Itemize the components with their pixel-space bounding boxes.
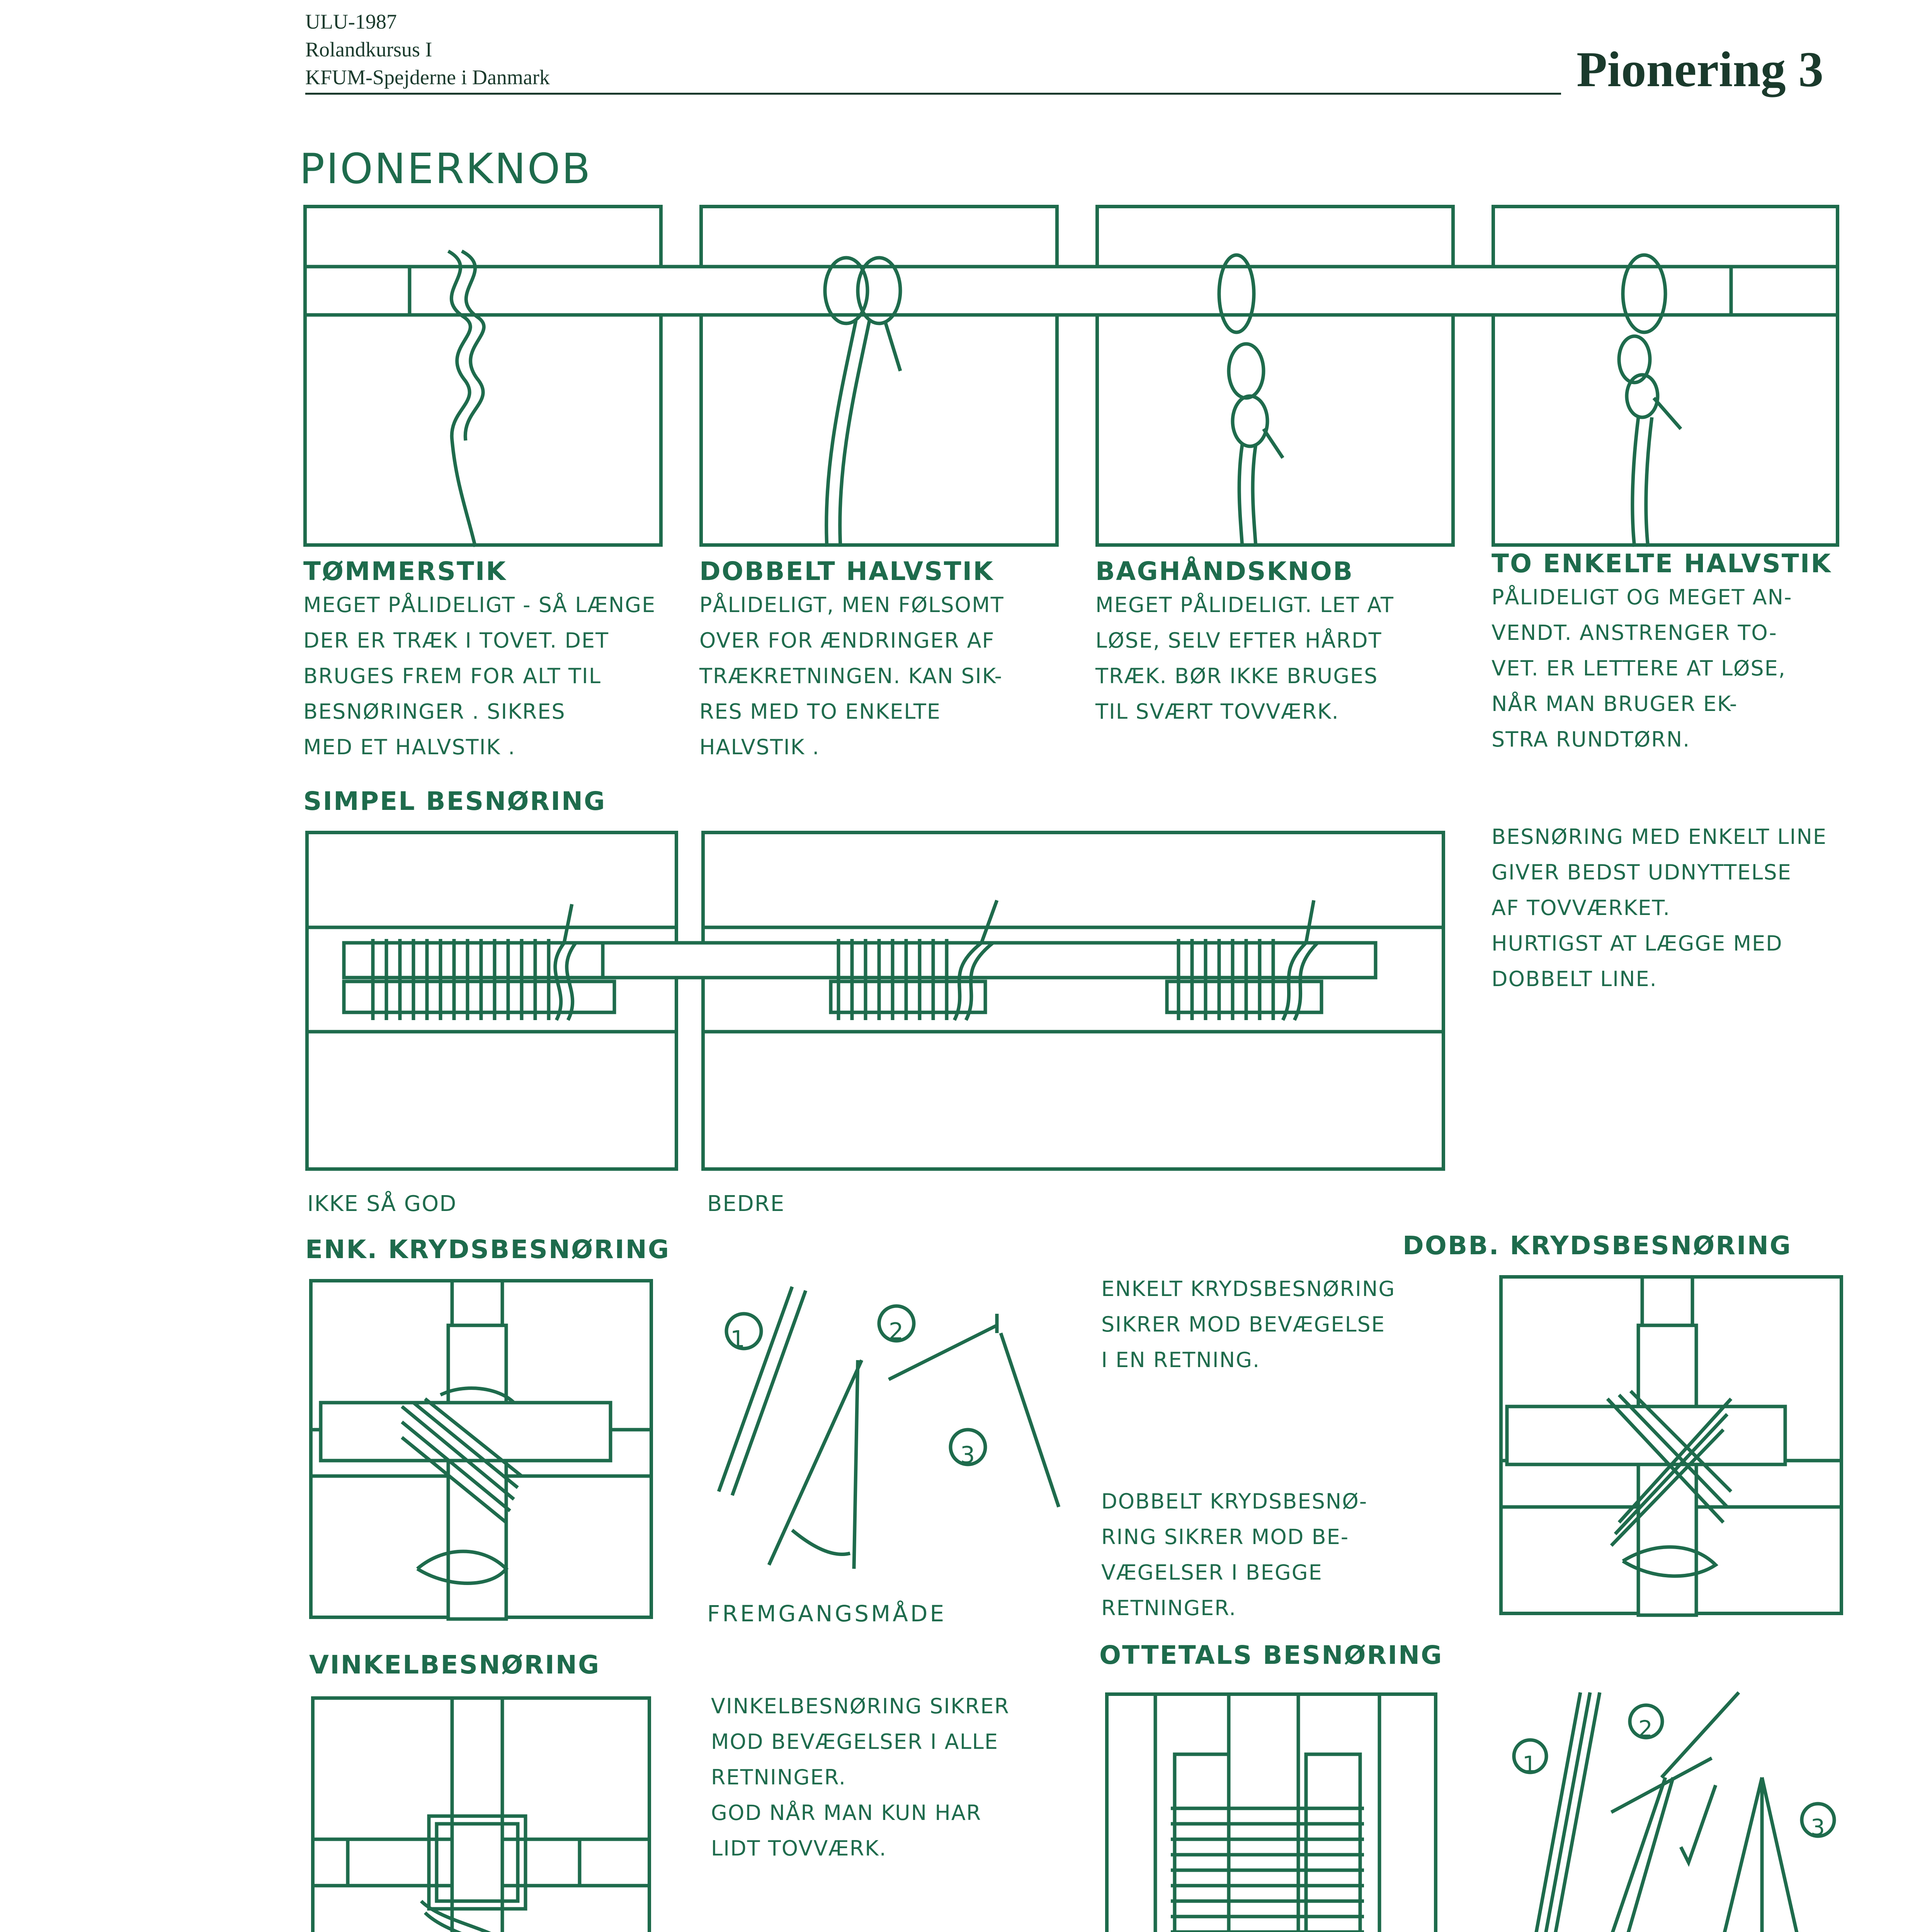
knot-2-line-1: PÅLIDELIGT, MEN FØLSOMT — [699, 593, 1004, 617]
cross-step-3: 3 — [960, 1442, 976, 1469]
eight-step-3: 3 — [1811, 1814, 1826, 1840]
knot-4-line-4: NÅR MAN BRUGER EK- — [1492, 692, 1738, 716]
eight-step-2: 2 — [1638, 1716, 1653, 1742]
cross-single-note-line-1: ENKELT KRYDSBESNØRING — [1101, 1277, 1396, 1301]
knot-2-line-2: OVER FOR ÆNDRINGER AF — [699, 628, 995, 653]
knot-3-line-3: TRÆK. BØR IKKE BRUGES — [1095, 664, 1378, 688]
cross-double-heading: DOBB. KRYDSBESNØRING — [1403, 1231, 1792, 1260]
angle-note-line-1: VINKELBESNØRING SIKRER — [711, 1694, 1010, 1718]
eight-step-1: 1 — [1522, 1751, 1537, 1777]
knot-4-line-1: PÅLIDELIGT OG MEGET AN- — [1492, 585, 1793, 609]
cross-single-note-line-3: I EN RETNING. — [1101, 1348, 1260, 1372]
cross-step-2: 2 — [889, 1318, 905, 1345]
knot-2-line-5: HALVSTIK . — [699, 735, 820, 759]
knot-1-line-4: BESNØRINGER . SIKRES — [303, 699, 566, 724]
cross-procedure-label: FREMGANGSMÅDE — [707, 1600, 947, 1627]
cross-double-note-line-2: RING SIKRER MOD BE- — [1101, 1525, 1349, 1549]
knot-1-line-2: DER ER TRÆK I TOVET. DET — [303, 628, 609, 653]
cross-double-note-line-3: VÆGELSER I BEGGE — [1101, 1560, 1323, 1585]
eight-heading: OTTETALS BESNØRING — [1099, 1640, 1443, 1670]
cross-step-1: 1 — [730, 1326, 746, 1353]
angle-note-line-5: LIDT TOVVÆRK. — [711, 1836, 887, 1861]
simple-note-line-3: AF TOVVÆRKET. — [1492, 896, 1670, 920]
knot-3-line-1: MEGET PÅLIDELIGT. LET AT — [1095, 593, 1394, 617]
knot-1-line-3: BRUGES FREM FOR ALT TIL — [303, 664, 601, 688]
cross-double-note-line-4: RETNINGER. — [1101, 1596, 1237, 1620]
knot-2-line-4: RES MED TO ENKELTE — [699, 699, 941, 724]
cross-single-note-line-2: SIKRER MOD BEVÆGELSE — [1101, 1312, 1385, 1337]
angle-note-line-4: GOD NÅR MAN KUN HAR — [711, 1801, 982, 1825]
simple-label-bad: IKKE SÅ GOD — [307, 1191, 457, 1216]
simple-label-good: BEDRE — [707, 1191, 785, 1216]
header-line-2: Rolandkursus I — [305, 38, 432, 61]
simple-note-line-4: HURTIGST AT LÆGGE MED — [1492, 931, 1783, 956]
knot-4-title: TO ENKELTE HALVSTIK — [1492, 549, 1832, 578]
knot-4-line-2: VENDT. ANSTRENGER TO- — [1492, 621, 1777, 645]
simple-note-line-5: DOBBELT LINE. — [1492, 967, 1657, 991]
simple-heading: SIMPEL BESNØRING — [303, 786, 606, 816]
knot-1-line-5: MED ET HALVSTIK . — [303, 735, 516, 759]
knot-3-line-4: TIL SVÆRT TOVVÆRK. — [1095, 699, 1339, 724]
knot-2-title: DOBBELT HALVSTIK — [699, 556, 994, 586]
cross-double-note-line-1: DOBBELT KRYDSBESNØ- — [1101, 1489, 1368, 1514]
knot-4-line-3: VET. ER LETTERE AT LØSE, — [1492, 656, 1786, 680]
angle-note-line-2: MOD BEVÆGELSER I ALLE — [711, 1730, 998, 1754]
knot-1-title: TØMMERSTIK — [303, 556, 507, 586]
knot-2-line-3: TRÆKRETNINGEN. KAN SIK- — [699, 664, 1003, 688]
knot-3-title: BAGHÅNDSKNOB — [1095, 556, 1354, 586]
header-line-1: ULU-1987 — [305, 10, 397, 33]
knots-heading: PIONERKNOB — [299, 145, 592, 193]
header-line-3: KFUM-Spejderne i Danmark — [305, 66, 550, 89]
knot-1-line-1: MEGET PÅLIDELIGT - SÅ LÆNGE — [303, 593, 656, 617]
simple-note-line-2: GIVER BEDST UDNYTTELSE — [1492, 860, 1792, 884]
angle-note-line-3: RETNINGER. — [711, 1765, 847, 1789]
page-title: Pionering 3 — [1577, 42, 1824, 97]
angle-heading: VINKELBESNØRING — [309, 1650, 600, 1680]
knot-4-line-5: STRA RUNDTØRN. — [1492, 727, 1690, 752]
knot-3-line-2: LØSE, SELV EFTER HÅRDT — [1095, 628, 1382, 653]
simple-note-line-1: BESNØRING MED ENKELT LINE — [1492, 825, 1827, 849]
cross-single-heading: ENK. KRYDSBESNØRING — [305, 1235, 670, 1264]
